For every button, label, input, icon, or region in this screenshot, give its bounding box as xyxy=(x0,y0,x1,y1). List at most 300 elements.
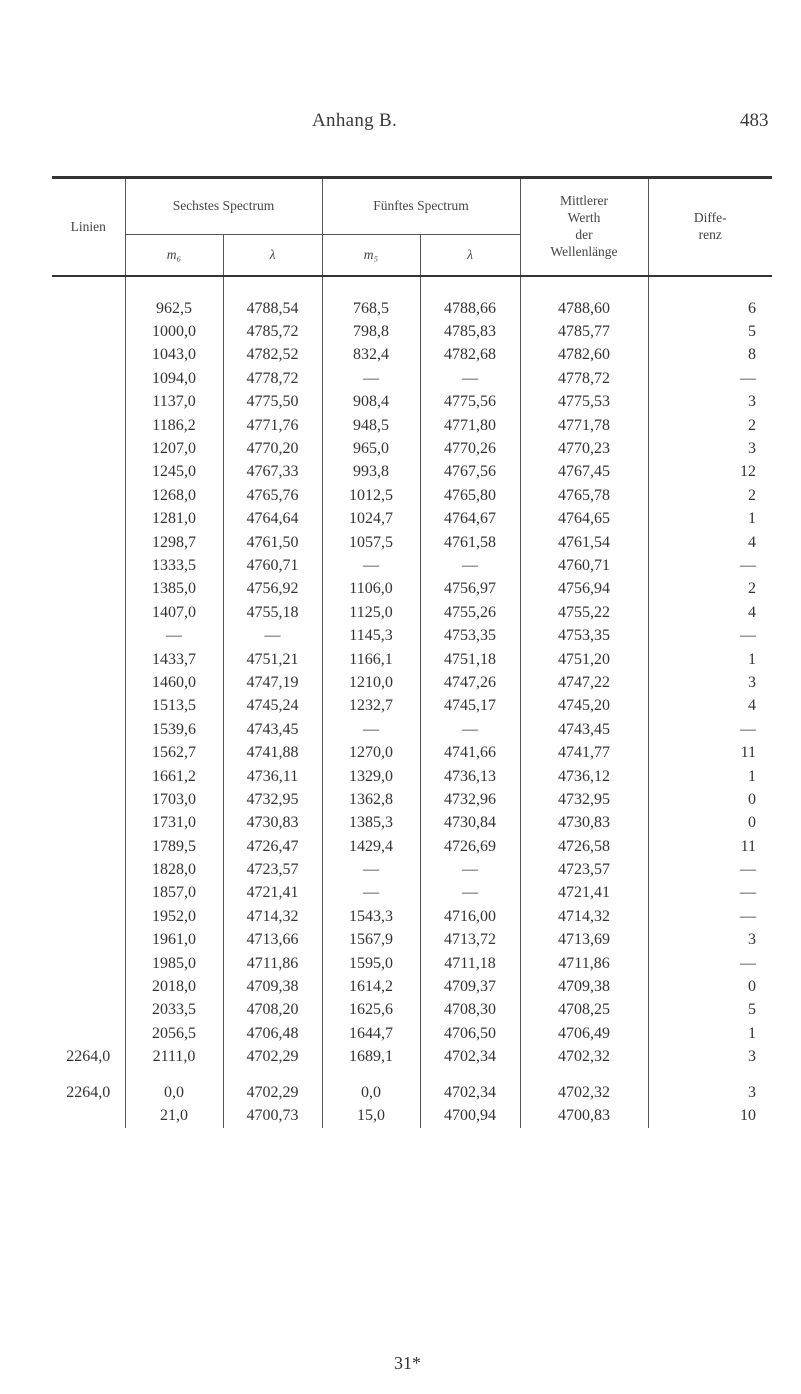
cell-differenz: — xyxy=(648,367,772,390)
cell-mittel: 4730,83 xyxy=(520,812,648,835)
cell-lambda5: 4775,56 xyxy=(420,391,520,414)
cell-m5: 832,4 xyxy=(322,344,420,367)
cell-m5: — xyxy=(322,554,420,577)
cell-lambda5: 4747,26 xyxy=(420,671,520,694)
wavelength-table xyxy=(52,176,772,1128)
cell-m5: — xyxy=(322,718,420,741)
cell-linien xyxy=(52,578,125,601)
cell-lambda5: 4702,34 xyxy=(420,1081,520,1104)
table-row xyxy=(52,508,772,531)
cell-lambda6: 4736,11 xyxy=(223,765,322,788)
cell-m5: 1385,3 xyxy=(322,812,420,835)
cell-differenz: 1 xyxy=(648,765,772,788)
cell-lambda6: 4741,88 xyxy=(223,741,322,764)
cell-m6: 1703,0 xyxy=(125,788,223,811)
cell-lambda5: 4761,58 xyxy=(420,531,520,554)
header-mittlerer-line-4: Wellenlänge xyxy=(550,243,618,259)
table-row xyxy=(52,484,772,507)
cell-m5: 1567,9 xyxy=(322,929,420,952)
table-row xyxy=(52,929,772,952)
cell-m6: 1333,5 xyxy=(125,554,223,577)
cell-mittel: 4782,60 xyxy=(520,344,648,367)
cell-m6: 1094,0 xyxy=(125,367,223,390)
cell-lambda6: 4770,20 xyxy=(223,437,322,460)
table-row xyxy=(52,601,772,624)
table-row xyxy=(52,1081,772,1104)
cell-lambda5: 4726,69 xyxy=(420,835,520,858)
cell-m6: 2018,0 xyxy=(125,975,223,998)
cell-lambda5: — xyxy=(420,858,520,881)
table-row xyxy=(52,461,772,484)
cell-m5: 1362,8 xyxy=(322,788,420,811)
cell-m6: 1298,7 xyxy=(125,531,223,554)
cell-lambda6: 4764,64 xyxy=(223,508,322,531)
cell-differenz: 8 xyxy=(648,344,772,367)
header-sechstes-spectrum: Sechstes Spectrum xyxy=(125,178,322,235)
table-row xyxy=(52,765,772,788)
cell-linien xyxy=(52,601,125,624)
cell-lambda6: 4778,72 xyxy=(223,367,322,390)
cell-mittel: 4702,32 xyxy=(520,1081,648,1104)
cell-linien xyxy=(52,788,125,811)
cell-differenz: 3 xyxy=(648,391,772,414)
cell-linien xyxy=(52,276,125,320)
cell-lambda6: 4788,54 xyxy=(223,276,322,320)
cell-linien xyxy=(52,320,125,343)
cell-linien xyxy=(52,531,125,554)
cell-lambda5: 4741,66 xyxy=(420,741,520,764)
cell-lambda5: 4706,50 xyxy=(420,1022,520,1045)
gap-cell xyxy=(322,1069,420,1081)
cell-m5: 948,5 xyxy=(322,414,420,437)
cell-lambda5: — xyxy=(420,882,520,905)
cell-lambda6: 4702,29 xyxy=(223,1046,322,1069)
cell-lambda5: 4716,00 xyxy=(420,905,520,928)
header-differenz-line-2: renz xyxy=(698,227,722,242)
cell-lambda5: 4756,97 xyxy=(420,578,520,601)
table-row xyxy=(52,1022,772,1045)
cell-mittel: 4714,32 xyxy=(520,905,648,928)
cell-linien xyxy=(52,999,125,1022)
cell-m5: 908,4 xyxy=(322,391,420,414)
cell-m6: 1661,2 xyxy=(125,765,223,788)
table-header xyxy=(52,178,772,277)
cell-linien xyxy=(52,929,125,952)
gap-cell xyxy=(520,1069,648,1081)
table-row xyxy=(52,367,772,390)
table-row xyxy=(52,718,772,741)
table-row xyxy=(52,999,772,1022)
cell-differenz: — xyxy=(648,882,772,905)
cell-lambda5: 4700,94 xyxy=(420,1104,520,1127)
cell-differenz: 4 xyxy=(648,531,772,554)
cell-mittel: 4785,77 xyxy=(520,320,648,343)
cell-mittel: 4732,95 xyxy=(520,788,648,811)
header-differenz-line-1: Diffe- xyxy=(693,210,727,226)
cell-mittel: 4711,86 xyxy=(520,952,648,975)
cell-m5: 798,8 xyxy=(322,320,420,343)
cell-lambda6: 4702,29 xyxy=(223,1081,322,1104)
cell-lambda6: 4700,73 xyxy=(223,1104,322,1127)
cell-mittel: 4778,72 xyxy=(520,367,648,390)
cell-differenz: — xyxy=(648,858,772,881)
cell-m5: 1125,0 xyxy=(322,601,420,624)
table-row xyxy=(52,391,772,414)
cell-linien xyxy=(52,858,125,881)
cell-lambda6: 4747,19 xyxy=(223,671,322,694)
cell-m6: 1460,0 xyxy=(125,671,223,694)
cell-lambda5: 4785,83 xyxy=(420,320,520,343)
cell-m6: 1043,0 xyxy=(125,344,223,367)
table-row xyxy=(52,695,772,718)
cell-mittel: 4713,69 xyxy=(520,929,648,952)
cell-linien xyxy=(52,718,125,741)
cell-lambda6: 4730,83 xyxy=(223,812,322,835)
header-mittlerer-line-1: Mittlerer xyxy=(560,193,608,209)
cell-mittel: 4765,78 xyxy=(520,484,648,507)
cell-mittel: 4760,71 xyxy=(520,554,648,577)
cell-m6: 962,5 xyxy=(125,276,223,320)
cell-differenz: 4 xyxy=(648,695,772,718)
cell-differenz: 1 xyxy=(648,508,772,531)
cell-m5: 993,8 xyxy=(322,461,420,484)
table-row xyxy=(52,858,772,881)
cell-m6: 1961,0 xyxy=(125,929,223,952)
cell-lambda5: 4751,18 xyxy=(420,648,520,671)
header-lambda-5: λ xyxy=(420,235,520,277)
cell-differenz: 11 xyxy=(648,835,772,858)
cell-differenz: — xyxy=(648,624,772,647)
cell-mittel: 4702,32 xyxy=(520,1046,648,1069)
cell-mittel: 4706,49 xyxy=(520,1022,648,1045)
table-row xyxy=(52,975,772,998)
cell-differenz: — xyxy=(648,952,772,975)
cell-differenz: 0 xyxy=(648,812,772,835)
cell-linien xyxy=(52,437,125,460)
cell-m5: 1543,3 xyxy=(322,905,420,928)
cell-mittel: 4741,77 xyxy=(520,741,648,764)
table-body xyxy=(52,276,772,1128)
cell-lambda6: 4760,71 xyxy=(223,554,322,577)
cell-differenz: 4 xyxy=(648,601,772,624)
cell-linien xyxy=(52,741,125,764)
cell-linien xyxy=(52,695,125,718)
cell-linien xyxy=(52,905,125,928)
table-row xyxy=(52,344,772,367)
cell-mittel: 4767,45 xyxy=(520,461,648,484)
cell-lambda5: 4736,13 xyxy=(420,765,520,788)
cell-m5: 1429,4 xyxy=(322,835,420,858)
cell-differenz: 3 xyxy=(648,929,772,952)
cell-linien: 2264,0 xyxy=(66,1083,111,1101)
table-row xyxy=(52,437,772,460)
cell-lambda6: 4732,95 xyxy=(223,788,322,811)
gap-cell xyxy=(648,1069,772,1081)
cell-lambda6: 4709,38 xyxy=(223,975,322,998)
cell-m5: 1145,3 xyxy=(322,624,420,647)
cell-lambda6: 4761,50 xyxy=(223,531,322,554)
cell-lambda5: 4755,26 xyxy=(420,601,520,624)
table-gap xyxy=(52,1069,772,1081)
cell-linien xyxy=(52,367,125,390)
header-mittlerer-line-2: Werth xyxy=(567,210,601,226)
cell-differenz: 12 xyxy=(648,461,772,484)
cell-differenz: — xyxy=(648,554,772,577)
cell-linien xyxy=(52,391,125,414)
cell-linien xyxy=(52,882,125,905)
cell-mittel: 4755,22 xyxy=(520,601,648,624)
cell-linien xyxy=(52,1022,125,1045)
table-row xyxy=(52,905,772,928)
cell-lambda5: 4770,26 xyxy=(420,437,520,460)
cell-mittel: 4709,38 xyxy=(520,975,648,998)
cell-m5: 0,0 xyxy=(322,1081,420,1104)
signature-mark: 31* xyxy=(394,1353,421,1373)
table-row xyxy=(52,882,772,905)
cell-m5: 1057,5 xyxy=(322,531,420,554)
cell-linien xyxy=(52,624,125,647)
cell-linien xyxy=(52,508,125,531)
cell-m6: 1245,0 xyxy=(125,461,223,484)
cell-m6: 1952,0 xyxy=(125,905,223,928)
cell-lambda6: 4771,76 xyxy=(223,414,322,437)
cell-lambda6: 4726,47 xyxy=(223,835,322,858)
cell-mittel: 4775,53 xyxy=(520,391,648,414)
cell-differenz: 2 xyxy=(648,484,772,507)
cell-mittel: 4747,22 xyxy=(520,671,648,694)
cell-linien xyxy=(52,952,125,975)
header-mittlerer-line-3: der xyxy=(575,227,593,242)
cell-lambda6: 4782,52 xyxy=(223,344,322,367)
cell-linien xyxy=(52,344,125,367)
cell-mittel: 4721,41 xyxy=(520,882,648,905)
cell-mittel: 4770,23 xyxy=(520,437,648,460)
cell-m6: 0,0 xyxy=(125,1081,223,1104)
table-row xyxy=(52,554,772,577)
cell-mittel: 4764,65 xyxy=(520,508,648,531)
cell-mittel: 4743,45 xyxy=(520,718,648,741)
cell-linien xyxy=(52,484,125,507)
cell-lambda5: 4730,84 xyxy=(420,812,520,835)
header-m5: m₅ xyxy=(322,235,420,277)
cell-lambda6: 4714,32 xyxy=(223,905,322,928)
table-row xyxy=(52,624,772,647)
cell-lambda6: 4756,92 xyxy=(223,578,322,601)
table-row xyxy=(52,531,772,554)
cell-lambda5: 4745,17 xyxy=(420,695,520,718)
cell-m5: 1012,5 xyxy=(322,484,420,507)
cell-m6: 1000,0 xyxy=(125,320,223,343)
table-row xyxy=(52,788,772,811)
cell-differenz: 3 xyxy=(648,437,772,460)
cell-differenz: 11 xyxy=(648,741,772,764)
cell-lambda6: — xyxy=(223,624,322,647)
cell-linien xyxy=(52,835,125,858)
cell-lambda5: — xyxy=(420,718,520,741)
cell-m5: 1270,0 xyxy=(322,741,420,764)
cell-lambda5: 4771,80 xyxy=(420,414,520,437)
cell-mittel: 4726,58 xyxy=(520,835,648,858)
cell-m5: 1625,6 xyxy=(322,999,420,1022)
cell-lambda6: 4745,24 xyxy=(223,695,322,718)
cell-mittel: 4723,57 xyxy=(520,858,648,881)
cell-mittel: 4771,78 xyxy=(520,414,648,437)
cell-lambda5: 4711,18 xyxy=(420,952,520,975)
cell-differenz: 3 xyxy=(648,1081,772,1104)
header-lambda-6: λ xyxy=(223,235,322,277)
cell-m5: — xyxy=(322,858,420,881)
cell-m5: 1106,0 xyxy=(322,578,420,601)
cell-lambda5: 4767,56 xyxy=(420,461,520,484)
cell-m6: 1186,2 xyxy=(125,414,223,437)
cell-m6: 1789,5 xyxy=(125,835,223,858)
cell-m5: 1689,1 xyxy=(322,1046,420,1069)
cell-m6: 1385,0 xyxy=(125,578,223,601)
cell-linien xyxy=(52,1104,125,1127)
cell-differenz: 2 xyxy=(648,414,772,437)
gap-cell xyxy=(52,1069,125,1081)
cell-m6: 1281,0 xyxy=(125,508,223,531)
cell-m5: 768,5 xyxy=(322,276,420,320)
cell-m6: 1828,0 xyxy=(125,858,223,881)
table-row xyxy=(52,1046,772,1069)
cell-m5: 1232,7 xyxy=(322,695,420,718)
cell-lambda5: 4753,35 xyxy=(420,624,520,647)
cell-lambda6: 4711,86 xyxy=(223,952,322,975)
cell-m5: — xyxy=(322,367,420,390)
cell-lambda5: 4765,80 xyxy=(420,484,520,507)
cell-m6: 1985,0 xyxy=(125,952,223,975)
cell-m6: 2033,5 xyxy=(125,999,223,1022)
table-row xyxy=(52,276,772,320)
cell-lambda6: 4706,48 xyxy=(223,1022,322,1045)
cell-lambda6: 4721,41 xyxy=(223,882,322,905)
cell-m6: 21,0 xyxy=(125,1104,223,1127)
cell-mittel: 4761,54 xyxy=(520,531,648,554)
cell-m6: 1513,5 xyxy=(125,695,223,718)
running-head-title: Anhang B. xyxy=(312,110,398,131)
cell-lambda5: 4709,37 xyxy=(420,975,520,998)
cell-differenz: 5 xyxy=(648,999,772,1022)
header-fuenftes-spectrum: Fünftes Spectrum xyxy=(322,178,520,235)
cell-differenz: 10 xyxy=(648,1104,772,1127)
table-row xyxy=(52,952,772,975)
cell-lambda5: — xyxy=(420,367,520,390)
cell-m6: 1539,6 xyxy=(125,718,223,741)
page-number: 483 xyxy=(740,110,769,131)
cell-lambda6: 4755,18 xyxy=(223,601,322,624)
running-head xyxy=(0,110,801,140)
cell-linien xyxy=(52,414,125,437)
cell-mittel: 4745,20 xyxy=(520,695,648,718)
cell-linien xyxy=(52,648,125,671)
cell-lambda6: 4723,57 xyxy=(223,858,322,881)
gap-cell xyxy=(420,1069,520,1081)
cell-linien xyxy=(52,554,125,577)
cell-m5: — xyxy=(322,882,420,905)
cell-differenz: — xyxy=(648,905,772,928)
gap-cell xyxy=(125,1069,223,1081)
cell-m6: 1137,0 xyxy=(125,391,223,414)
cell-differenz: 0 xyxy=(648,788,772,811)
cell-m6: 2111,0 xyxy=(125,1046,223,1069)
cell-mittel: 4700,83 xyxy=(520,1104,648,1127)
cell-differenz: — xyxy=(648,718,772,741)
table-row xyxy=(52,741,772,764)
cell-m6: 2056,5 xyxy=(125,1022,223,1045)
cell-lambda5: 4702,34 xyxy=(420,1046,520,1069)
header-m6: m₆ xyxy=(125,235,223,277)
cell-m5: 1614,2 xyxy=(322,975,420,998)
cell-differenz: 3 xyxy=(648,671,772,694)
cell-m6: 1562,7 xyxy=(125,741,223,764)
cell-m6: 1407,0 xyxy=(125,601,223,624)
cell-differenz: 5 xyxy=(648,320,772,343)
cell-m6: 1207,0 xyxy=(125,437,223,460)
cell-lambda6: 4767,33 xyxy=(223,461,322,484)
cell-lambda5: — xyxy=(420,554,520,577)
table-row xyxy=(52,414,772,437)
cell-lambda6: 4785,72 xyxy=(223,320,322,343)
cell-lambda6: 4743,45 xyxy=(223,718,322,741)
table-row xyxy=(52,578,772,601)
header-linien: Linien xyxy=(52,178,125,277)
cell-m5: 15,0 xyxy=(322,1104,420,1127)
cell-differenz: 2 xyxy=(648,578,772,601)
cell-m6: 1731,0 xyxy=(125,812,223,835)
header-mittlerer-werth xyxy=(520,178,648,277)
cell-lambda6: 4713,66 xyxy=(223,929,322,952)
cell-m5: 1024,7 xyxy=(322,508,420,531)
cell-linien: 2264,0 xyxy=(66,1048,111,1066)
cell-lambda5: 4713,72 xyxy=(420,929,520,952)
cell-linien xyxy=(52,461,125,484)
cell-mittel: 4753,35 xyxy=(520,624,648,647)
cell-differenz: 1 xyxy=(648,648,772,671)
cell-mittel: 4788,60 xyxy=(520,276,648,320)
cell-m6: 1268,0 xyxy=(125,484,223,507)
gap-cell xyxy=(223,1069,322,1081)
table-row xyxy=(52,320,772,343)
cell-differenz: 6 xyxy=(648,276,772,320)
cell-differenz: 3 xyxy=(648,1046,772,1069)
cell-lambda5: 4732,96 xyxy=(420,788,520,811)
cell-lambda6: 4751,21 xyxy=(223,648,322,671)
cell-mittel: 4756,94 xyxy=(520,578,648,601)
cell-lambda6: 4775,50 xyxy=(223,391,322,414)
table-row xyxy=(52,671,772,694)
cell-m6: — xyxy=(125,624,223,647)
cell-lambda6: 4765,76 xyxy=(223,484,322,507)
cell-linien xyxy=(52,671,125,694)
cell-lambda6: 4708,20 xyxy=(223,999,322,1022)
cell-m5: 1595,0 xyxy=(322,952,420,975)
table-row xyxy=(52,835,772,858)
cell-differenz: 1 xyxy=(648,1022,772,1045)
cell-linien xyxy=(52,765,125,788)
cell-m5: 965,0 xyxy=(322,437,420,460)
cell-lambda5: 4788,66 xyxy=(420,276,520,320)
header-differenz xyxy=(648,178,772,277)
cell-mittel: 4751,20 xyxy=(520,648,648,671)
cell-mittel: 4708,25 xyxy=(520,999,648,1022)
cell-differenz: 0 xyxy=(648,975,772,998)
cell-mittel: 4736,12 xyxy=(520,765,648,788)
cell-m6: 1433,7 xyxy=(125,648,223,671)
cell-m5: 1644,7 xyxy=(322,1022,420,1045)
cell-linien xyxy=(52,812,125,835)
cell-m5: 1210,0 xyxy=(322,671,420,694)
